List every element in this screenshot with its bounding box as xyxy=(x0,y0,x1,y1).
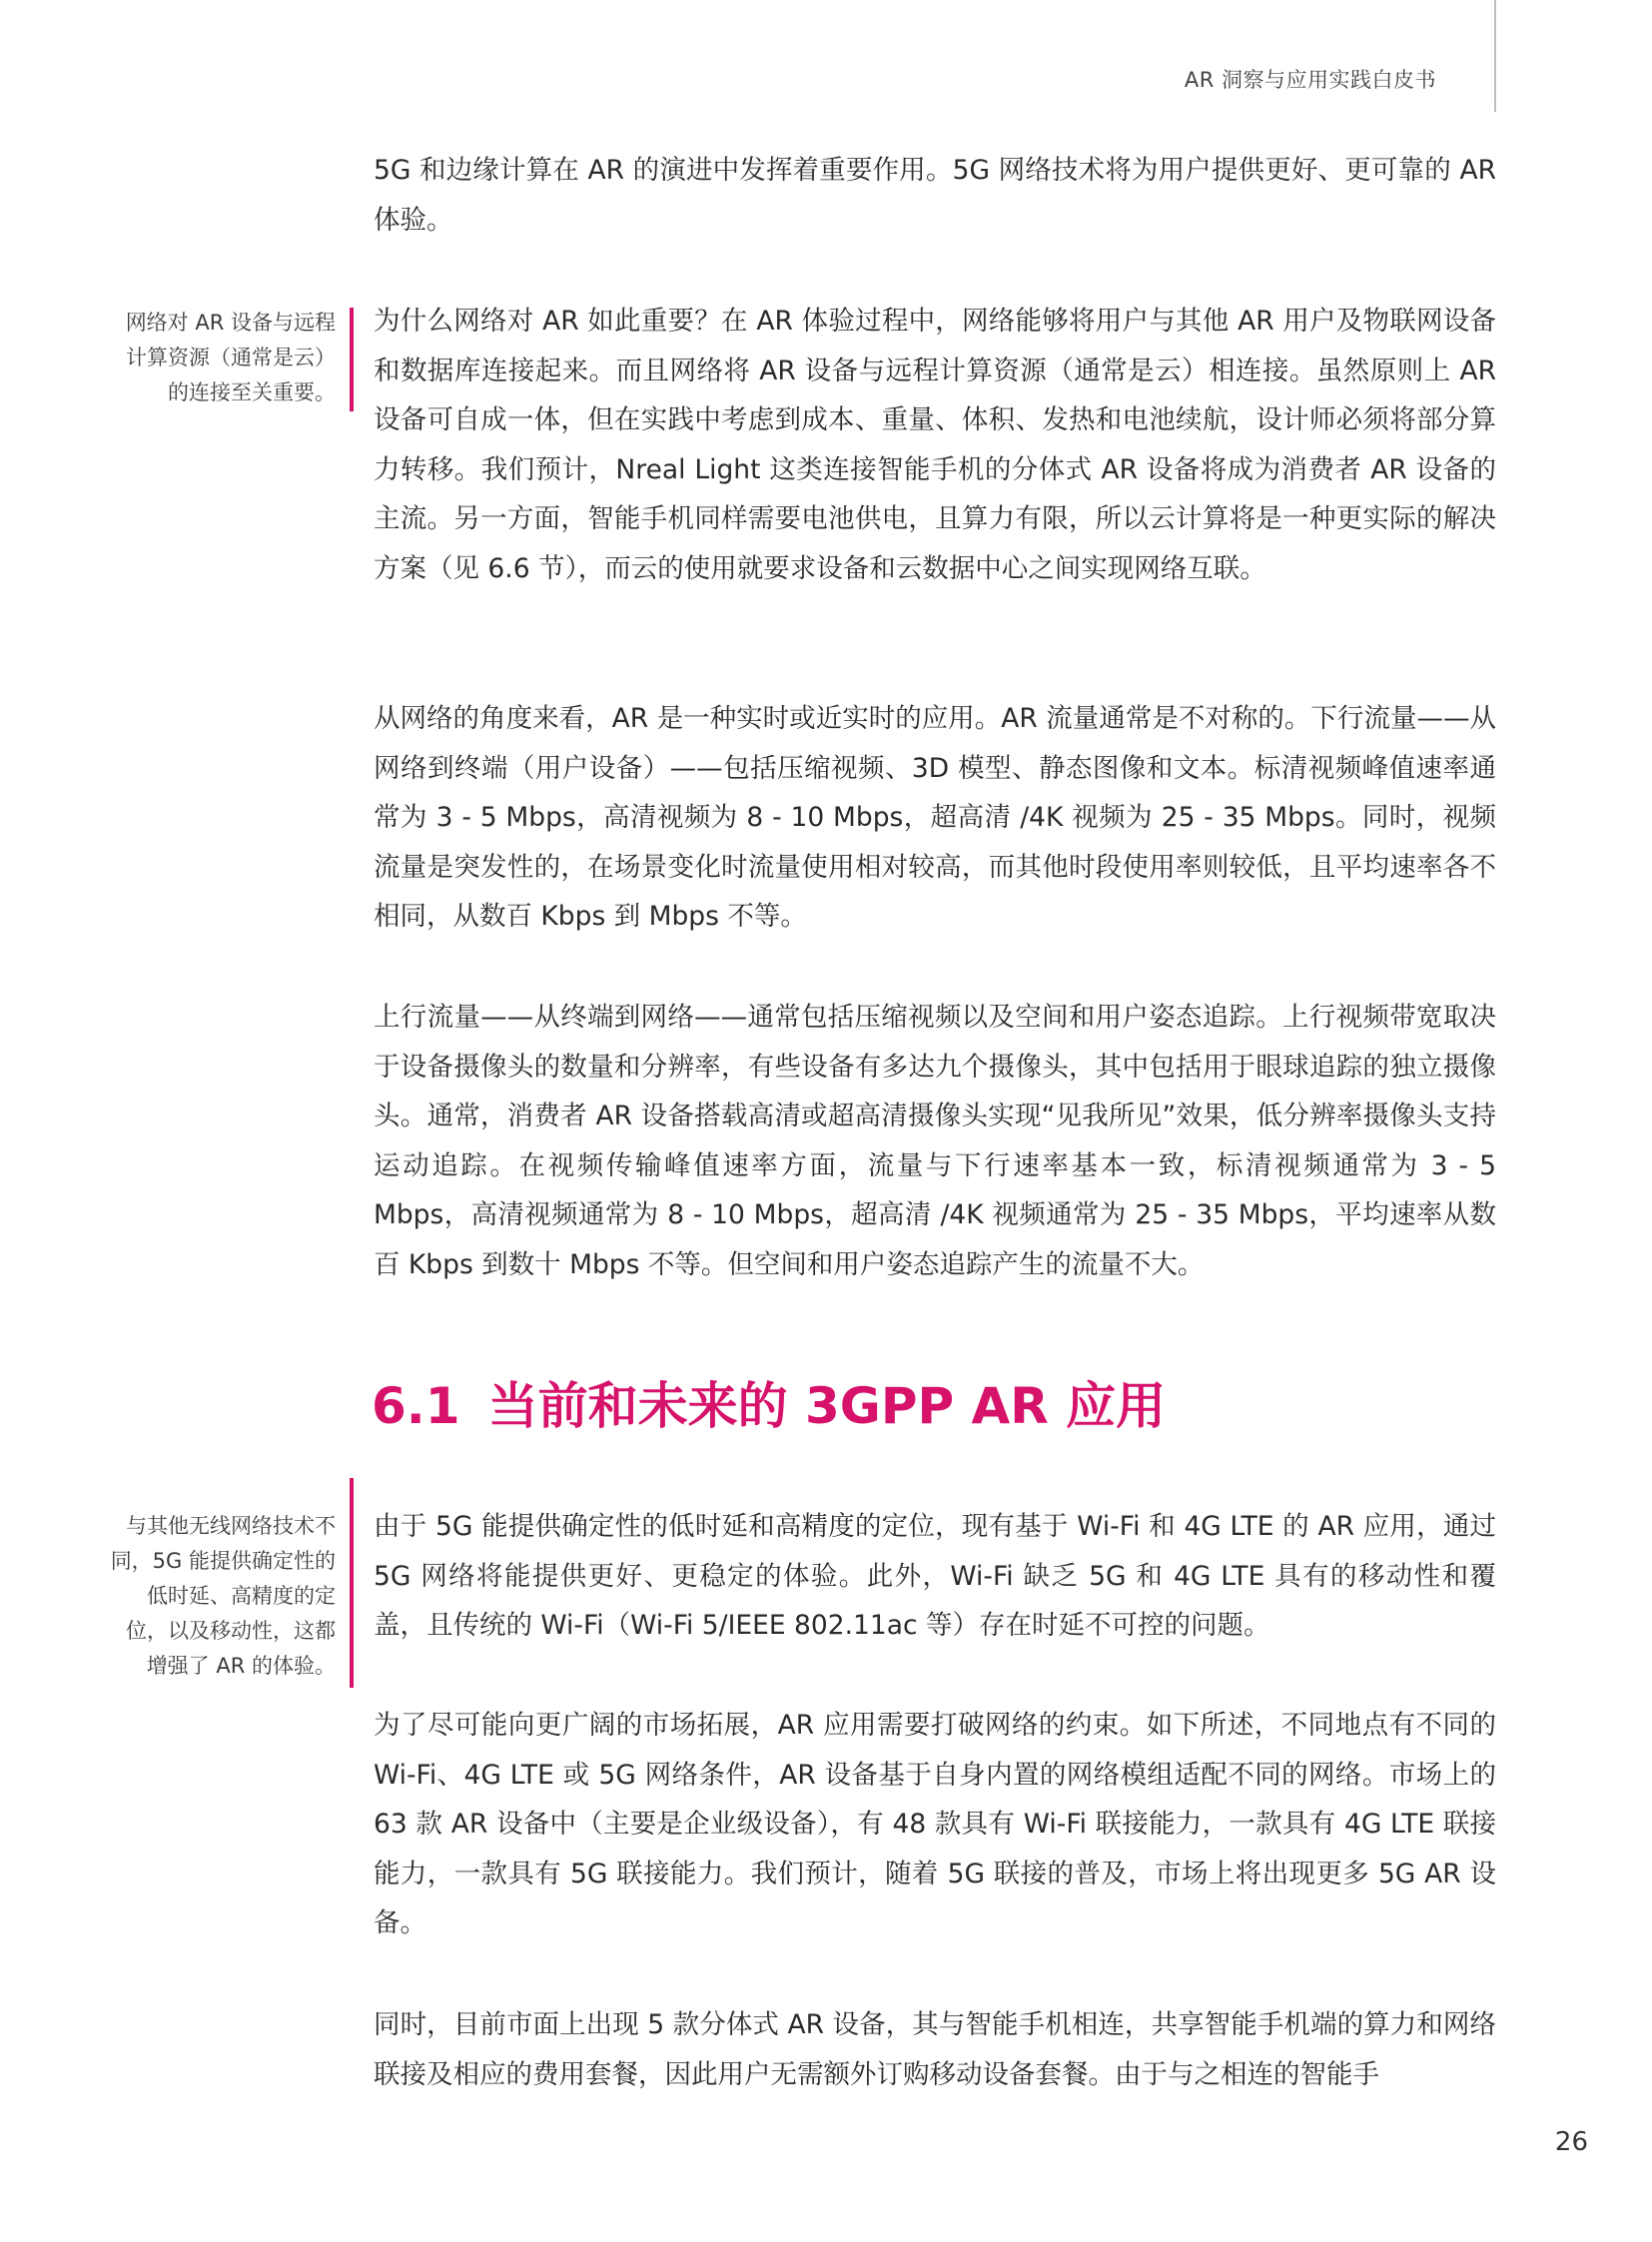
page-number: 26 xyxy=(1554,2127,1588,2157)
header-divider xyxy=(1494,0,1496,112)
margin-note-5g: 与其他无线网络技术不同，5G 能提供确定性的低时延、高精度的定位，以及移动性，这都增强了 AR 的体验。 xyxy=(110,1514,336,1678)
section-title: 当前和未来的 3GPP AR 应用 xyxy=(487,1377,1167,1435)
paragraph-5g-advantages: 由于 5G 能提供确定性的低时延和高精度的定位，现有基于 Wi-Fi 和 4G LTE 的 AR 应用，通过 5G 网络将能提供更好、更稳定的体验。此外，Wi-Fi 缺乏 5G 和 4G LTE 具有的移动性和覆盖，且传统的 Wi-Fi（Wi-Fi 5/IEEE 802.11ac 等）存在时延不可控的问题。 xyxy=(374,1511,1496,1641)
section-heading xyxy=(372,1366,1166,1438)
paragraph-intro: 5G 和边缘计算在 AR 的演进中发挥着重要作用。5G 网络技术将为用户提供更好、更可靠的 AR 体验。 xyxy=(374,155,1496,236)
margin-note-network: 网络对 AR 设备与远程计算资源（通常是云）的连接至关重要。 xyxy=(125,311,336,404)
paragraph-split-devices: 同时，目前市面上出现 5 款分体式 AR 设备，其与智能手机相连，共享智能手机端的算力和网络联接及相应的费用套餐，因此用户无需额外订购移动设备套餐。由于与之相连的智能手 xyxy=(374,2009,1496,2090)
paragraph-market-expansion: 为了尽可能向更广阔的市场拓展，AR 应用需要打破网络的约束。如下所述，不同地点有不同的 Wi-Fi、4G LTE 或 5G 网络条件，AR 设备基于自身内置的网络模组适配不同的网络。市场上的 63 款 AR 设备中（主要是企业级设备），有 48 款具有 Wi-Fi 联接能力，一款具有 4G LTE 联接能力，一款具有 5G 联接能力。我们预计，随着 5G 联接的普及，市场上将出现更多 5G AR 设备。 xyxy=(374,1710,1496,1938)
margin-note-accent-bar xyxy=(350,308,354,411)
paragraph-why-network: 为什么网络对 AR 如此重要？在 AR 体验过程中，网络能够将用户与其他 AR 用户及物联网设备和数据库连接起来。而且网络将 AR 设备与远程计算资源（通常是云）相连接。虽然原则上 AR 设备可自成一体，但在实践中考虑到成本、重量、体积、发热和电池续航，设计师必须将部分算力转移。我们预计，Nreal Light 这类连接智能手机的分体式 AR 设备将成为消费者 AR 设备的主流。另一方面，智能手机同样需要电池供电，且算力有限，所以云计算将是一种更实际的解决方案（见 6.6 节），而云的使用就要求设备和云数据中心之间实现网络互联。 xyxy=(374,306,1496,584)
margin-note-accent-bar xyxy=(350,1478,354,1688)
running-header-title: AR 洞察与应用实践白皮书 xyxy=(1184,68,1436,92)
paragraph-uplink-traffic: 上行流量——从终端到网络——通常包括压缩视频以及空间和用户姿态追踪。上行视频带宽取决于设备摄像头的数量和分辨率，有些设备有多达九个摄像头，其中包括用于眼球追踪的独立摄像头。通常，消费者 AR 设备搭载高清或超高清摄像头实现“见我所见”效果，低分辨率摄像头支持运动追踪。在视频传输峰值速率方面，流量与下行速率基本一致，标清视频通常为 3 - 5 Mbps，高清视频通常为 8 - 10 Mbps，超高清 /4K 视频通常为 25 - 35 Mbps，平均速率从数百 Kbps 到数十 Mbps 不等。但空间和用户姿态追踪产生的流量不大。 xyxy=(374,1002,1496,1280)
paragraph-downlink-traffic: 从网络的角度来看，AR 是一种实时或近实时的应用。AR 流量通常是不对称的。下行流量——从网络到终端（用户设备）——包括压缩视频、3D 模型、静态图像和文本。标清视频峰值速率通常为 3 - 5 Mbps，高清视频为 8 - 10 Mbps，超高清 /4K 视频为 25 - 35 Mbps。同时，视频流量是突发性的，在场景变化时流量使用相对较高，而其他时段使用率则较低，且平均速率各不相同，从数百 Kbps 到 Mbps 不等。 xyxy=(374,703,1496,932)
section-number: 6.1 xyxy=(372,1377,460,1435)
